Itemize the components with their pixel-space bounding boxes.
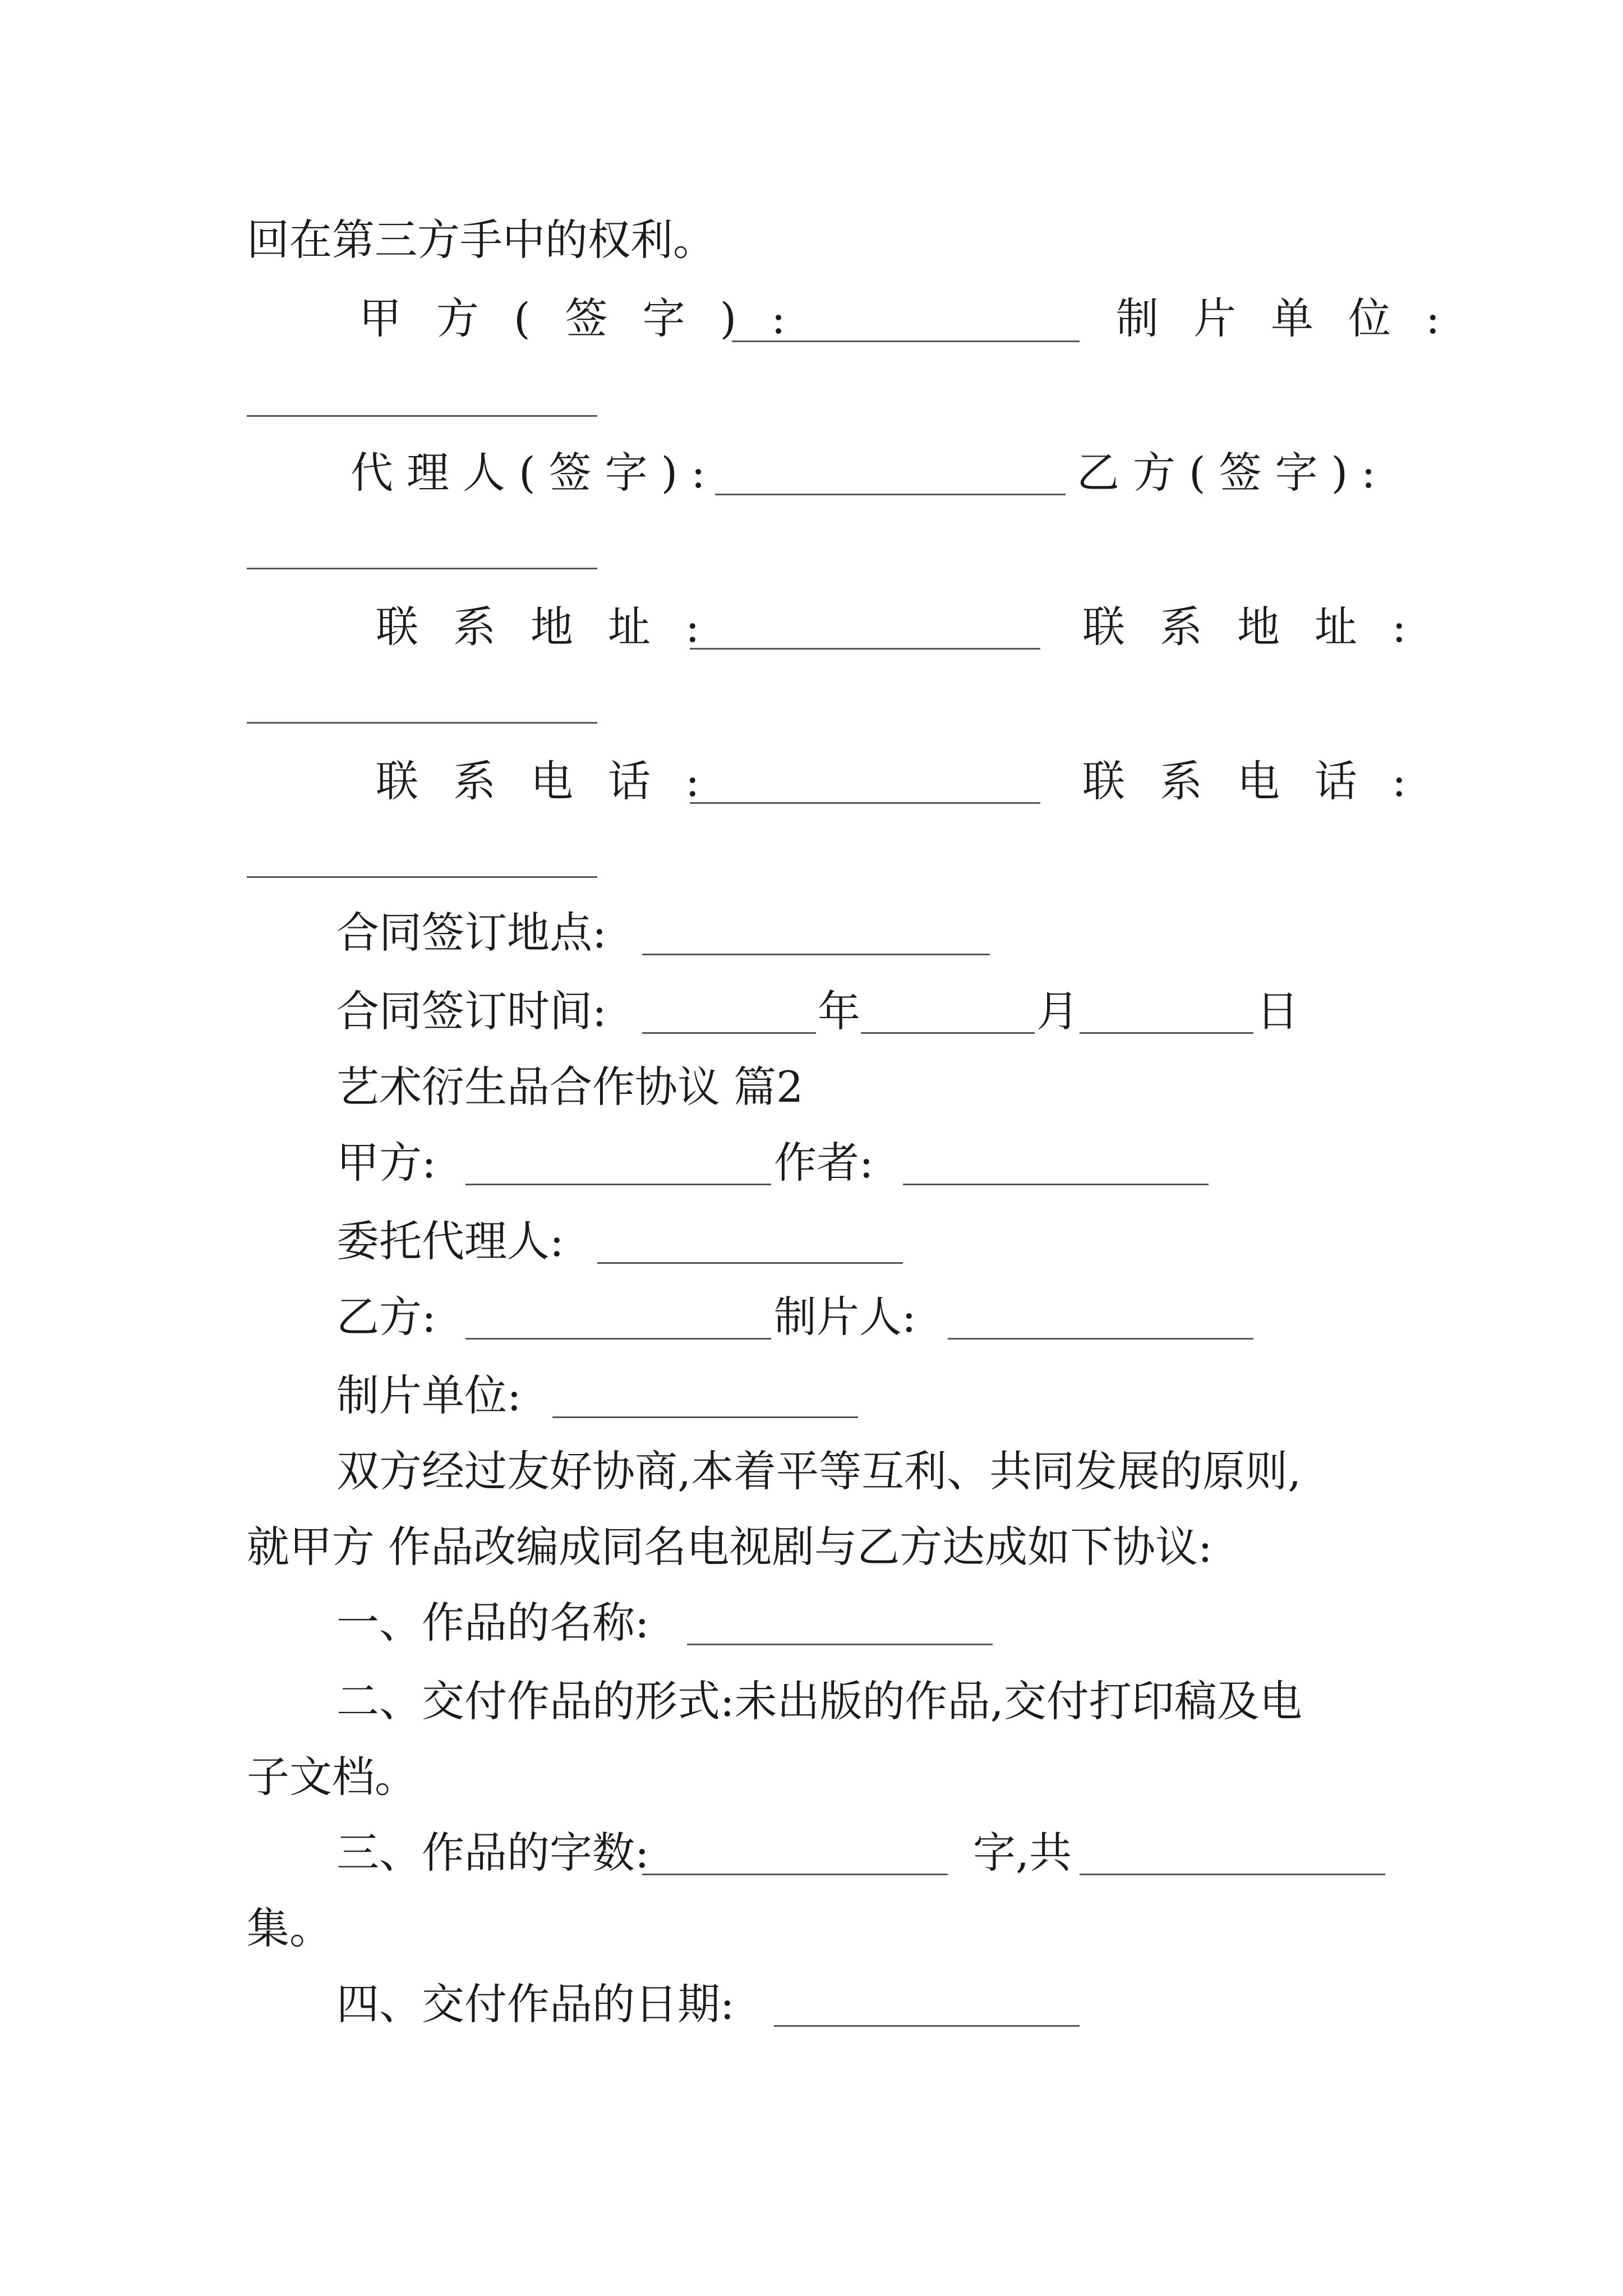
year-blank[interactable] <box>642 1032 816 1034</box>
item-wordcount-label: 三、作品的字数: <box>336 1828 649 1878</box>
item-form-line: 二、交付作品的形式:未出版的作品,交付打印稿及电 <box>336 1676 1302 1726</box>
party-a-label: 甲方: <box>336 1138 436 1188</box>
production-unit-blank-2[interactable] <box>552 1416 858 1418</box>
production-unit-label: 制片单位: <box>1116 293 1475 343</box>
wordcount-blank[interactable] <box>642 1874 948 1875</box>
item-name-blank[interactable] <box>687 1644 993 1645</box>
sign-place-label: 合同签订地点: <box>336 908 607 958</box>
phone-blank-right[interactable] <box>247 876 597 878</box>
agent-sign-label: 代理人(签字): <box>351 448 719 498</box>
item-wordcount-line: 集。 <box>247 1903 332 1953</box>
entrusted-agent-blank[interactable] <box>597 1262 903 1264</box>
item-name-label: 一、作品的名称: <box>336 1598 649 1648</box>
sign-place-blank[interactable] <box>642 954 990 955</box>
agent-sign-blank[interactable] <box>715 494 1066 495</box>
episodes-blank[interactable] <box>1080 1874 1385 1875</box>
entrusted-agent-label: 委托代理人: <box>336 1216 564 1266</box>
sign-time-label: 合同签订时间: <box>336 986 607 1036</box>
producer-label: 制片人: <box>774 1292 916 1342</box>
month-blank[interactable] <box>861 1032 1035 1034</box>
phone-label-left: 联系电话: <box>376 756 735 806</box>
party-a-sign-blank[interactable] <box>732 341 1080 342</box>
party-b-sign-label: 乙方(签字): <box>1077 448 1389 498</box>
address-blank-left[interactable] <box>690 648 1040 650</box>
party-b-blank[interactable] <box>465 1338 771 1340</box>
party-b-label: 乙方: <box>336 1292 436 1342</box>
item-date-label: 四、交付作品的日期: <box>336 1979 735 2029</box>
production-unit-label-2: 制片单位: <box>336 1370 522 1420</box>
address-label-right: 联系地址: <box>1082 602 1441 652</box>
section-title: 艺术衍生品合作协议 篇2 <box>336 1062 804 1112</box>
item-form-line: 子文档。 <box>247 1752 417 1802</box>
paragraph-line: 就甲方 作品改编成同名电视剧与乙方达成如下协议: <box>247 1522 1212 1572</box>
address-blank-right[interactable] <box>247 722 597 724</box>
production-unit-blank[interactable] <box>247 415 597 417</box>
year-label: 年 <box>818 986 860 1036</box>
day-label: 日 <box>1256 986 1299 1036</box>
author-label: 作者: <box>774 1138 874 1188</box>
phone-blank-left[interactable] <box>690 802 1040 804</box>
text-line: 回在第三方手中的权利。 <box>247 215 716 265</box>
party-a-sign-label: 甲方(签字): <box>359 293 820 343</box>
producer-blank[interactable] <box>948 1338 1253 1340</box>
item-date-blank[interactable] <box>774 2025 1080 2027</box>
phone-label-right: 联系电话: <box>1082 756 1441 806</box>
day-blank[interactable] <box>1080 1032 1253 1034</box>
month-label: 月 <box>1036 986 1079 1036</box>
wordcount-unit: 字,共 <box>973 1828 1072 1878</box>
paragraph-line: 双方经过友好协商,本着平等互利、共同发展的原则, <box>336 1446 1302 1496</box>
party-a-blank[interactable] <box>465 1184 771 1185</box>
party-b-sign-blank[interactable] <box>247 568 597 569</box>
author-blank[interactable] <box>903 1184 1209 1185</box>
address-label-left: 联系地址: <box>376 602 735 652</box>
